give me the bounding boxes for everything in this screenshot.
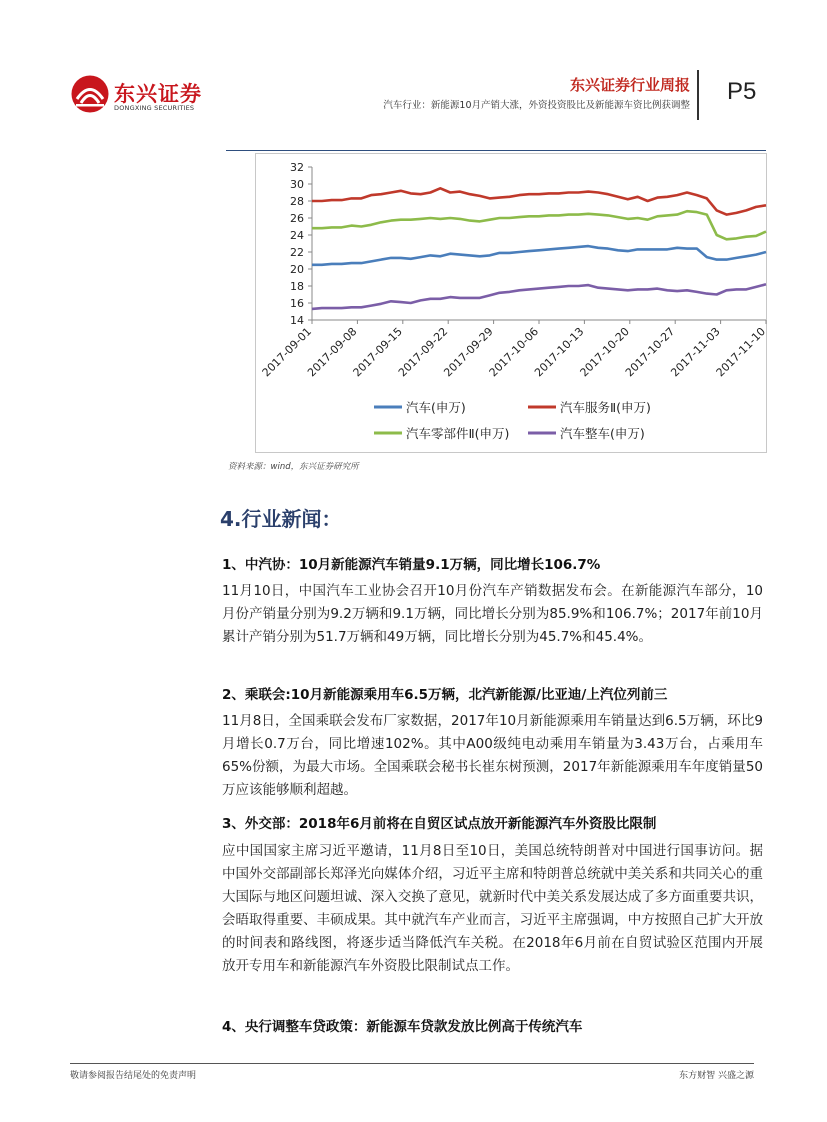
page-number: P5	[727, 78, 757, 105]
x-tick-label: 2017-09-22	[395, 324, 451, 380]
line-chart	[255, 153, 767, 453]
legend-label-3: 汽车零部件Ⅱ(申万)	[406, 426, 510, 441]
chart-canvas	[256, 154, 768, 454]
legend-label-2: 汽车服务Ⅱ(申万)	[560, 400, 651, 415]
x-tick-label: 2017-10-13	[532, 324, 587, 380]
y-tick-label: 18	[290, 280, 304, 293]
x-tick-label: 2017-11-03	[668, 324, 723, 380]
y-tick-label: 26	[290, 212, 304, 225]
logo-chinese-name: 东兴证券	[114, 82, 202, 106]
footer-rule	[70, 1063, 754, 1064]
company-logo	[70, 74, 230, 118]
series-line-4	[312, 284, 766, 309]
news-body-2: 11月8日，全国乘联会发布厂家数据，2017年10月新能源乘用车销量达到6.5万辆，环比9月增长0.7万台，同比增速102%。其中A00级纯电动乘用车销量为3.43万台，占乘用车65%份额，为最大市场。全国乘联会秘书长崔东树预测，2017年新能源乘用车年度销量50万应该能够顺利超越。	[222, 713, 763, 798]
footer-slogan: 东方财智 兴盛之源	[679, 1071, 754, 1081]
logo-english-name: DONGXING SECURITIES	[114, 104, 195, 112]
y-tick-label: 30	[290, 178, 304, 191]
x-tick-label: 2017-10-27	[622, 324, 678, 380]
news-heading-4: 4、央行调整车贷政策：新能源车贷款发放比例高于传统汽车	[222, 1019, 583, 1035]
y-tick-label: 16	[290, 297, 304, 310]
y-tick-label: 20	[290, 263, 304, 276]
series-line-3	[312, 211, 766, 239]
x-tick-label: 2017-09-15	[350, 324, 405, 380]
series-line-2	[312, 188, 766, 214]
news-heading-1: 1、中汽协：10月新能源汽车销量9.1万辆，同比增长106.7%	[222, 557, 601, 573]
news-body-3: 应中国国家主席习近平邀请，11月8日至10日，美国总统特朗普对中国进行国事访问。据中国外交部副部长郑泽光向媒体介绍，习近平主席和特朗普总统就中美关系和共同关心的重大国际与地区问题坦诚、深入交换了意见，就新时代中美关系发展达成了多方面重要共识，会晤取得重要、丰硕成果。其中就汽车产业而言，习近平主席强调，中方按照自己扩大开放的时间表和路线图，将逐步适当降低汽车关税。在2018年6月前在自贸试验区范围内开展放开专用车和新能源汽车外资股比限制试点工作。	[222, 843, 763, 974]
y-tick-label: 28	[290, 195, 304, 208]
series-line-1	[312, 246, 766, 265]
logo-mark-icon	[70, 74, 110, 114]
news-body-1: 11月10日，中国汽车工业协会召开10月份汽车产销数据发布会。在新能源汽车部分，10月份产销量分别为9.2万辆和9.1万辆，同比增长分别为85.9%和106.7%；2017年前10月累计产销分别为51.7万辆和49万辆，同比增长分别为45.7%和45.4%。	[222, 583, 763, 645]
news-heading-3: 3、外交部：2018年6月前将在自贸区试点放开新能源汽车外资股比限制	[222, 816, 657, 832]
x-tick-label: 2017-09-01	[259, 324, 315, 380]
y-tick-label: 24	[290, 229, 304, 242]
section-title: 4.行业新闻：	[220, 507, 342, 531]
chart-source: 资料来源：wind，东兴证券研究所	[228, 462, 359, 472]
y-tick-label: 14	[290, 314, 304, 327]
x-tick-label: 2017-10-06	[486, 324, 542, 380]
news-heading-2: 2、乘联会:10月新能源乘用车6.5万辆，北汽新能源/比亚迪/上汽位列前三	[222, 687, 668, 703]
header-rule	[226, 150, 766, 151]
x-tick-label: 2017-11-10	[713, 324, 768, 380]
header-divider	[697, 70, 699, 120]
y-tick-label: 32	[290, 161, 304, 174]
legend-label-4: 汽车整车(申万)	[560, 426, 645, 441]
footer-disclaimer: 敬请参阅报告结尾处的免责声明	[70, 1071, 197, 1081]
report-subtitle: 汽车行业：新能源10月产销大涨，外资投资股比及新能源车资比例获调整	[383, 100, 690, 111]
x-tick-label: 2017-09-08	[305, 324, 360, 380]
x-tick-label: 2017-10-20	[577, 324, 632, 380]
report-title: 东兴证券行业周报	[569, 76, 690, 94]
y-tick-label: 22	[290, 246, 304, 259]
legend-label-1: 汽车(申万)	[406, 400, 466, 415]
x-tick-label: 2017-09-29	[441, 324, 496, 380]
